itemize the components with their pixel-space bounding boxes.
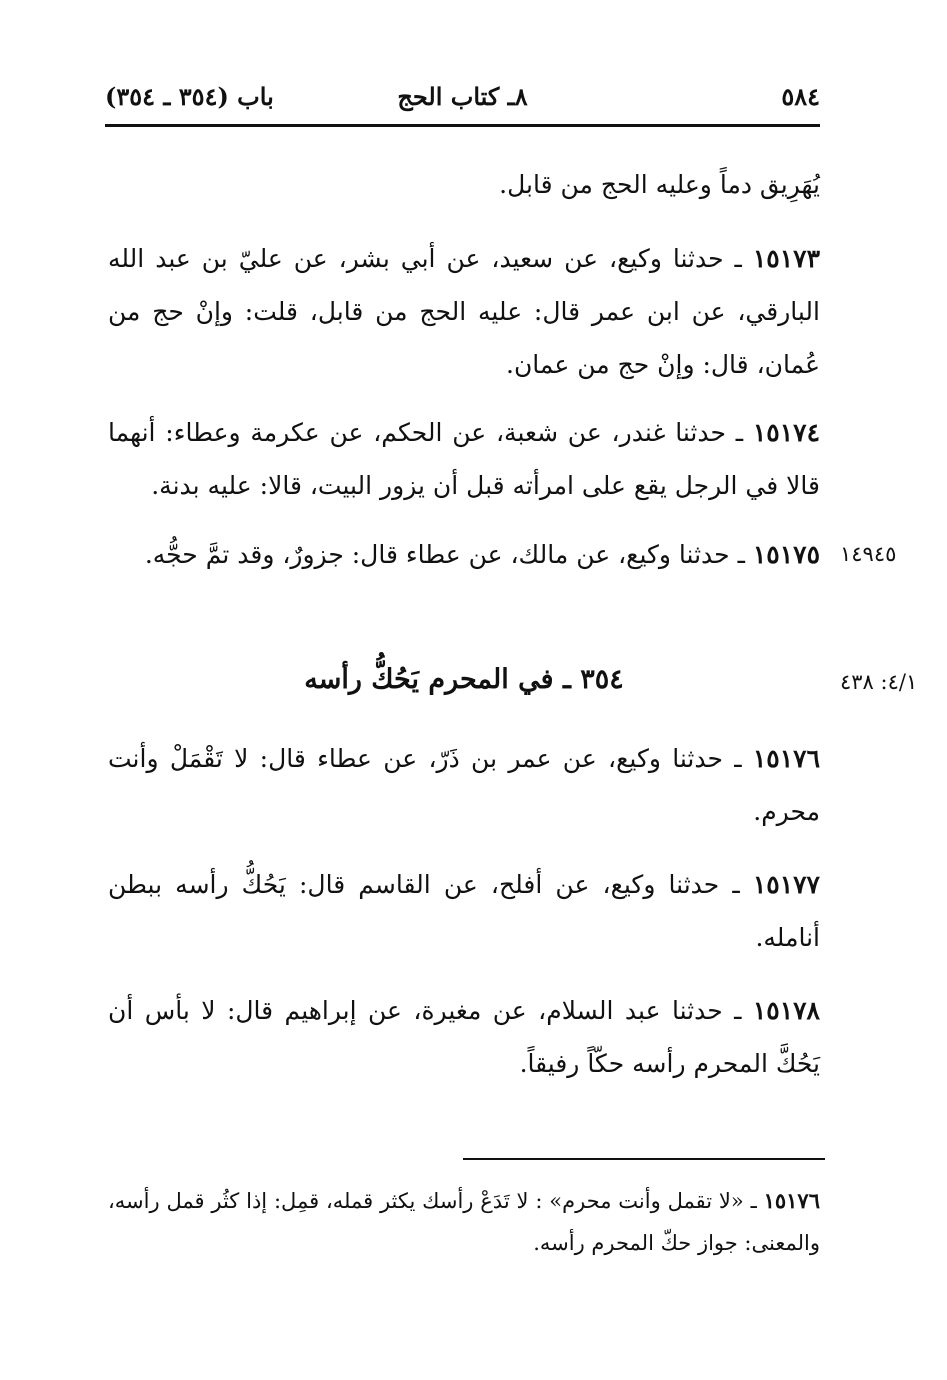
header-divider (105, 124, 820, 127)
hadith-15177 (108, 858, 820, 964)
hadith-15175 (108, 528, 820, 581)
hadith-15178 (108, 984, 820, 1090)
hadith-number: ١٥١٧٣ (752, 244, 820, 273)
hadith-number: ١٥١٧٥ (752, 540, 820, 569)
hadith-text: ـ حدثنا غندر، عن شعبة، عن الحكم، عن عكرمة وعطاء: أنهما قالا في الرجل يقع على امرأته قبل أن يزور البيت، قالا: عليه بدنة. (108, 418, 820, 500)
margin-note-volume-page: ٤/١: ٤٣٨ (840, 670, 918, 694)
hadith-number: ١٥١٧٧ (752, 870, 820, 899)
page-number: ٥٨٤ (781, 82, 820, 111)
hadith-number: ١٥١٧٦ (752, 744, 821, 773)
footnote-text: ـ «لا تقمل وأنت محرم» : لا تَدَعْ رأسك يكثر قمله، قمِل: إذا كثُر قمل رأسه، والمعنى: جواز حكّ المحرم رأسه. (108, 1189, 820, 1255)
hadith-15176 (108, 732, 820, 838)
book-title: ٨ـ كتاب الحج (397, 82, 528, 111)
hadith-number: ١٥١٧٨ (752, 996, 820, 1025)
hadith-15174 (108, 406, 820, 512)
margin-note-reference: ١٤٩٤٥ (840, 542, 897, 566)
hadith-text: ـ حدثنا وكيع، عن مالك، عن عطاء قال: جزورٌ، وقد تمَّ حجُّه. (144, 540, 745, 569)
footnote (108, 1180, 820, 1264)
chapter-heading: ٣٥٤ ـ في المحرم يَحُكُّ رأسه (304, 664, 624, 695)
footnote-number: ١٥١٧٦ (763, 1188, 820, 1213)
paragraph-text: يُهَرِيق دماً وعليه الحج من قابل. (499, 170, 820, 199)
hadith-15173 (108, 232, 820, 391)
page-header (105, 78, 820, 118)
footnote-divider (463, 1158, 825, 1160)
chapter-range: باب (٣٥٤ ـ ٣٥٤) (105, 82, 274, 111)
hadith-text: ـ حدثنا عبد السلام، عن مغيرة، عن إبراهيم قال: لا بأس أن يَحُكَّ المحرم رأسه حكّاً رفيقاً. (108, 996, 820, 1078)
hadith-text: ـ حدثنا وكيع، عن عمر بن ذَرّ، عن عطاء قال: لا تَقْمَلْ وأنت محرم. (108, 744, 820, 826)
paragraph-continuation (108, 158, 820, 211)
hadith-text: ـ حدثنا وكيع، عن سعيد، عن أبي بشر، عن عليّ بن عبد الله البارقي، عن ابن عمر قال: عليه الحج من قابل، قلت: وإنْ حج من عُمان، قال: وإنْ حج من عمان. (108, 244, 820, 379)
hadith-text: ـ حدثنا وكيع، عن أفلح، عن القاسم قال: يَحُكُّ رأسه ببطن أنامله. (108, 870, 820, 952)
hadith-number: ١٥١٧٤ (752, 418, 820, 447)
